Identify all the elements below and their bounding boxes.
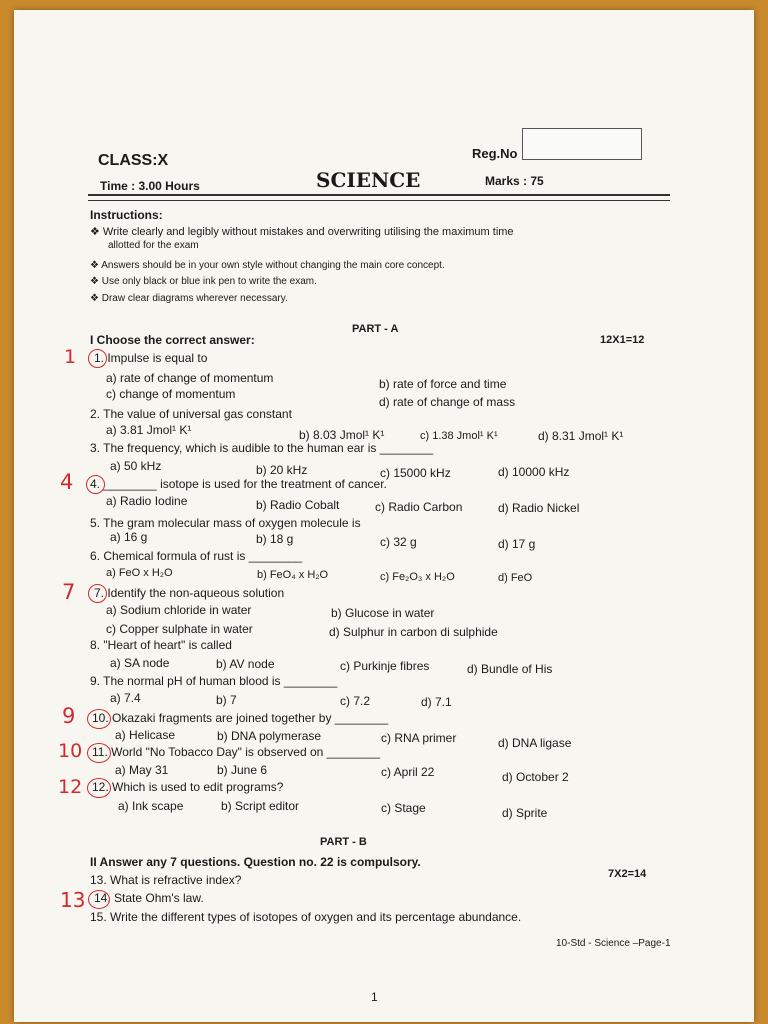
part-a-heading: I Choose the correct answer:	[90, 333, 255, 347]
option: b) FeO₄ x H₂O	[257, 569, 329, 581]
answer-circle	[87, 743, 111, 763]
option: d) Radio Nickel	[498, 501, 580, 515]
option: d) Sprite	[502, 806, 548, 820]
option: b) Radio Cobalt	[256, 498, 340, 512]
question: 11. World "No Tobacco Day" is observed on ________	[92, 745, 381, 759]
option: a) Ink scape	[118, 799, 184, 813]
subject-title: SCIENCE	[316, 168, 421, 192]
handwritten-mark: 9	[62, 704, 76, 728]
part-a-title: PART - A	[352, 323, 399, 335]
option: b) June 6	[217, 763, 268, 777]
option: d) October 2	[502, 770, 569, 784]
instructions-heading: Instructions:	[90, 208, 163, 222]
handwritten-mark: 12	[58, 776, 83, 798]
option: c) Purkinje fibres	[340, 659, 430, 673]
answer-circle	[87, 778, 111, 798]
reg-no-box[interactable]	[522, 128, 642, 160]
part-a-marks: 12X1=12	[600, 334, 645, 346]
header-rule-thin	[88, 200, 670, 201]
option: b) 18 g	[256, 532, 294, 546]
handwritten-mark: 4	[60, 470, 74, 494]
question: 7. Identify the non-aqueous solution	[94, 586, 285, 600]
option: a) 7.4	[110, 691, 141, 705]
option: b) Glucose in water	[331, 606, 435, 620]
part-b-heading: II Answer any 7 questions. Question no. 22 is compulsory.	[90, 855, 421, 869]
instruction-item: ❖ Write clearly and legibly without mistakes and overwriting utilising the maximum time	[90, 226, 514, 238]
handwritten-mark: 1	[64, 346, 77, 368]
question: 2. The value of universal gas constant	[90, 407, 292, 421]
reg-no-label: Reg.No	[472, 146, 518, 161]
option: c) 15000 kHz	[380, 466, 451, 480]
option: c) change of momentum	[106, 387, 236, 401]
question: 13. What is refractive index?	[90, 873, 242, 887]
exam-paper	[14, 10, 754, 1022]
question: 10. Okazaki fragments are joined together by ________	[92, 711, 389, 725]
header-rule	[88, 194, 670, 196]
option: b) DNA polymerase	[217, 729, 322, 743]
option: d) Bundle of His	[467, 662, 553, 676]
question: 8. "Heart of heart" is called	[90, 638, 232, 652]
option: c) 32 g	[380, 535, 417, 549]
page-reference: 10-Std - Science –Page-1	[556, 938, 671, 949]
option: b) rate of force and time	[379, 377, 507, 391]
option: c) 1.38 Jmol¹ K¹	[420, 430, 498, 442]
question: 15. Write the different types of isotopes of oxygen and its percentage abundance.	[90, 910, 522, 924]
option: b) AV node	[216, 657, 275, 671]
part-b-title: PART - B	[320, 836, 367, 848]
option: b) Script editor	[221, 799, 300, 813]
option: b) 8.03 Jmol¹ K¹	[299, 428, 385, 442]
option: a) 16 g	[110, 530, 148, 544]
handwritten-mark: 10	[58, 740, 83, 762]
option: d) FeO	[498, 572, 533, 584]
question: 6. Chemical formula of rust is ________	[90, 549, 303, 563]
option: a) Radio Iodine	[106, 494, 188, 508]
answer-circle	[88, 349, 107, 368]
marks-label: Marks : 75	[485, 174, 544, 188]
instruction-item-cont: allotted for the exam	[108, 240, 199, 251]
question: 4. ________ isotope is used for the treatment of cancer.	[90, 477, 387, 491]
answer-circle	[88, 890, 110, 909]
question: 5. The gram molecular mass of oxygen molecule is	[90, 516, 361, 530]
option: c) 7.2	[340, 694, 371, 708]
part-b-marks: 7X2=14	[608, 868, 647, 880]
option: d) DNA ligase	[498, 736, 572, 750]
option: d) 8.31 Jmol¹ K¹	[538, 429, 624, 443]
answer-circle	[86, 475, 105, 494]
option: a) 3.81 Jmol¹ K¹	[106, 423, 192, 437]
option: b) 7	[216, 693, 237, 707]
answer-circle	[87, 709, 111, 729]
option: c) April 22	[381, 765, 435, 779]
option: c) Radio Carbon	[375, 500, 463, 514]
question: 1. Impulse is equal to	[94, 351, 208, 365]
question: 3. The frequency, which is audible to the human ear is ________	[90, 441, 434, 455]
answer-circle	[88, 584, 107, 603]
question: 14. State Ohm's law.	[94, 891, 204, 905]
option: b) 20 kHz	[256, 463, 308, 477]
instruction-item: ❖ Draw clear diagrams wherever necessary.	[90, 293, 288, 304]
instruction-item: ❖ Use only black or blue ink pen to write the exam.	[90, 276, 317, 287]
handwritten-mark: 13	[60, 888, 86, 912]
time-label: Time : 3.00 Hours	[100, 179, 200, 193]
question: 12. Which is used to edit programs?	[92, 780, 284, 794]
option: a) Sodium chloride in water	[106, 603, 252, 617]
option: a) rate of change of momentum	[106, 371, 274, 385]
option: c) Stage	[381, 801, 426, 815]
option: a) FeO x H₂O	[106, 567, 173, 579]
option: d) Sulphur in carbon di sulphide	[329, 625, 498, 639]
option: d) 17 g	[498, 537, 536, 551]
option: a) SA node	[110, 656, 170, 670]
option: a) Helicase	[115, 728, 176, 742]
option: c) RNA primer	[381, 731, 457, 745]
page-number: 1	[371, 990, 378, 1004]
option: c) Fe₂O₃ x H₂O	[380, 571, 455, 583]
option: d) rate of change of mass	[379, 395, 516, 409]
instruction-item: ❖ Answers should be in your own style without changing the main core concept.	[90, 260, 445, 271]
handwritten-mark: 7	[62, 580, 76, 604]
option: c) Copper sulphate in water	[106, 622, 253, 636]
question: 9. The normal pH of human blood is ________	[90, 674, 338, 688]
option: a) May 31	[115, 763, 169, 777]
option: d) 7.1	[421, 695, 452, 709]
option: a) 50 kHz	[110, 459, 162, 473]
option: d) 10000 kHz	[498, 465, 570, 479]
class-label: CLASS:X	[98, 152, 169, 169]
